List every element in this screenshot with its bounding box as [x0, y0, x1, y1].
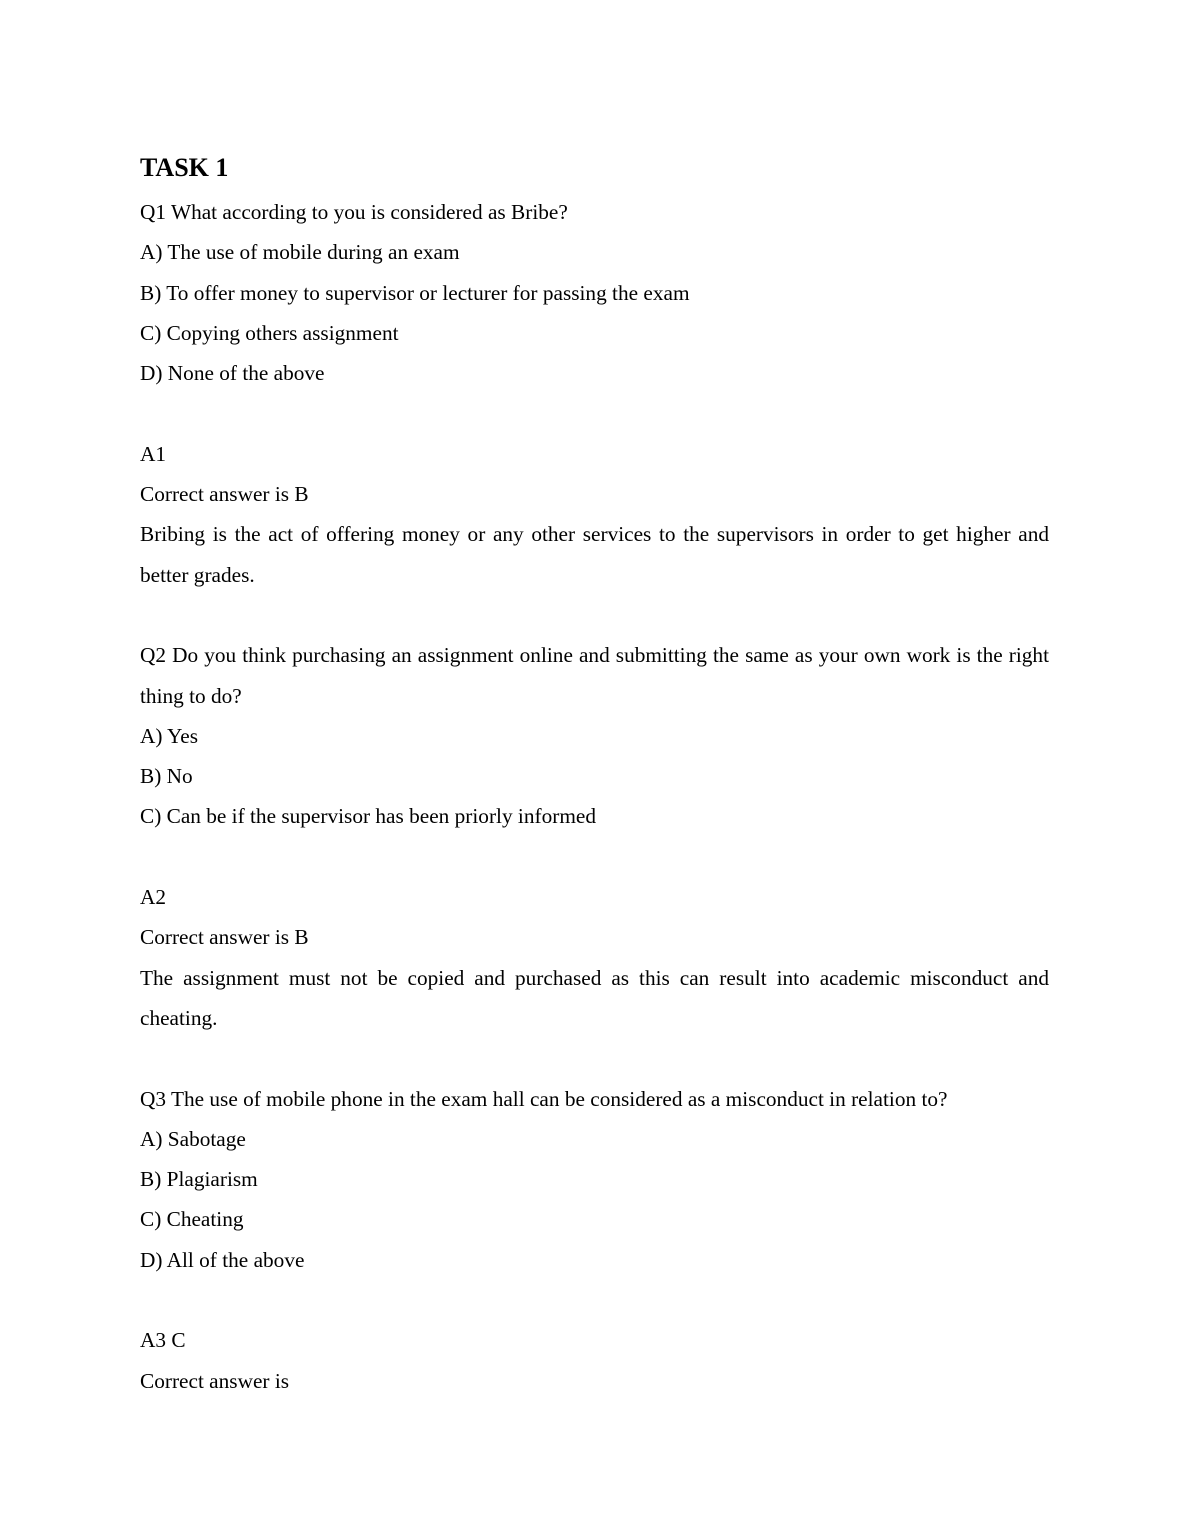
- question-1-text: Q1 What according to you is considered as Bribe?: [140, 200, 568, 224]
- question-3-option-d: D) All of the above: [140, 1247, 305, 1272]
- question-1: [140, 192, 1049, 595]
- answer-3-label: A3 C: [140, 1328, 186, 1353]
- answer-2-explanation: The assignment must not be copied and purchased as this can result into academic misconduct and cheating.: [140, 965, 1049, 1030]
- answer-2-label: A2: [140, 885, 167, 910]
- spacer: [140, 1038, 1049, 1078]
- task-title: TASK 1: [140, 153, 229, 182]
- question-2-option-a: A) Yes: [140, 723, 198, 748]
- question-2: [140, 635, 1049, 1038]
- answer-1-label: A1: [140, 441, 167, 466]
- spacer: [140, 595, 1049, 635]
- answer-3-correct: Correct answer is: [140, 1368, 290, 1393]
- question-2-option-c: C) Can be if the supervisor has been priorly informed: [140, 804, 596, 829]
- question-1-option-d: D) None of the above: [140, 361, 325, 386]
- question-3-option-c: C) Cheating: [140, 1207, 244, 1232]
- answer-1-correct: Correct answer is B: [140, 482, 309, 507]
- answer-1-explanation: Bribing is the act of offering money or any other services to the supervisors in order to get higher and better grades.: [140, 522, 1049, 587]
- question-1-option-c: C) Copying others assignment: [140, 320, 399, 345]
- spacer: [140, 1280, 1049, 1320]
- answer-2-correct: Correct answer is B: [140, 925, 309, 950]
- question-2-option-b: B) No: [140, 764, 193, 789]
- question-2-text: Q2 Do you think purchasing an assignment online and submitting the same as your own work is the right thing to do?: [140, 643, 1049, 708]
- question-3-option-a: A) Sabotage: [140, 1126, 246, 1151]
- question-1-option-a: A) The use of mobile during an exam: [140, 240, 460, 265]
- question-3-option-b: B) Plagiarism: [140, 1167, 258, 1192]
- spacer: [140, 837, 1049, 877]
- spacer: [140, 393, 1049, 433]
- question-3: [140, 1079, 1049, 1401]
- document-page: [140, 148, 1049, 1401]
- question-3-text: Q3 The use of mobile phone in the exam hall can be considered as a misconduct in relation to?: [140, 1086, 948, 1111]
- question-1-option-b: B) To offer money to supervisor or lecturer for passing the exam: [140, 280, 690, 305]
